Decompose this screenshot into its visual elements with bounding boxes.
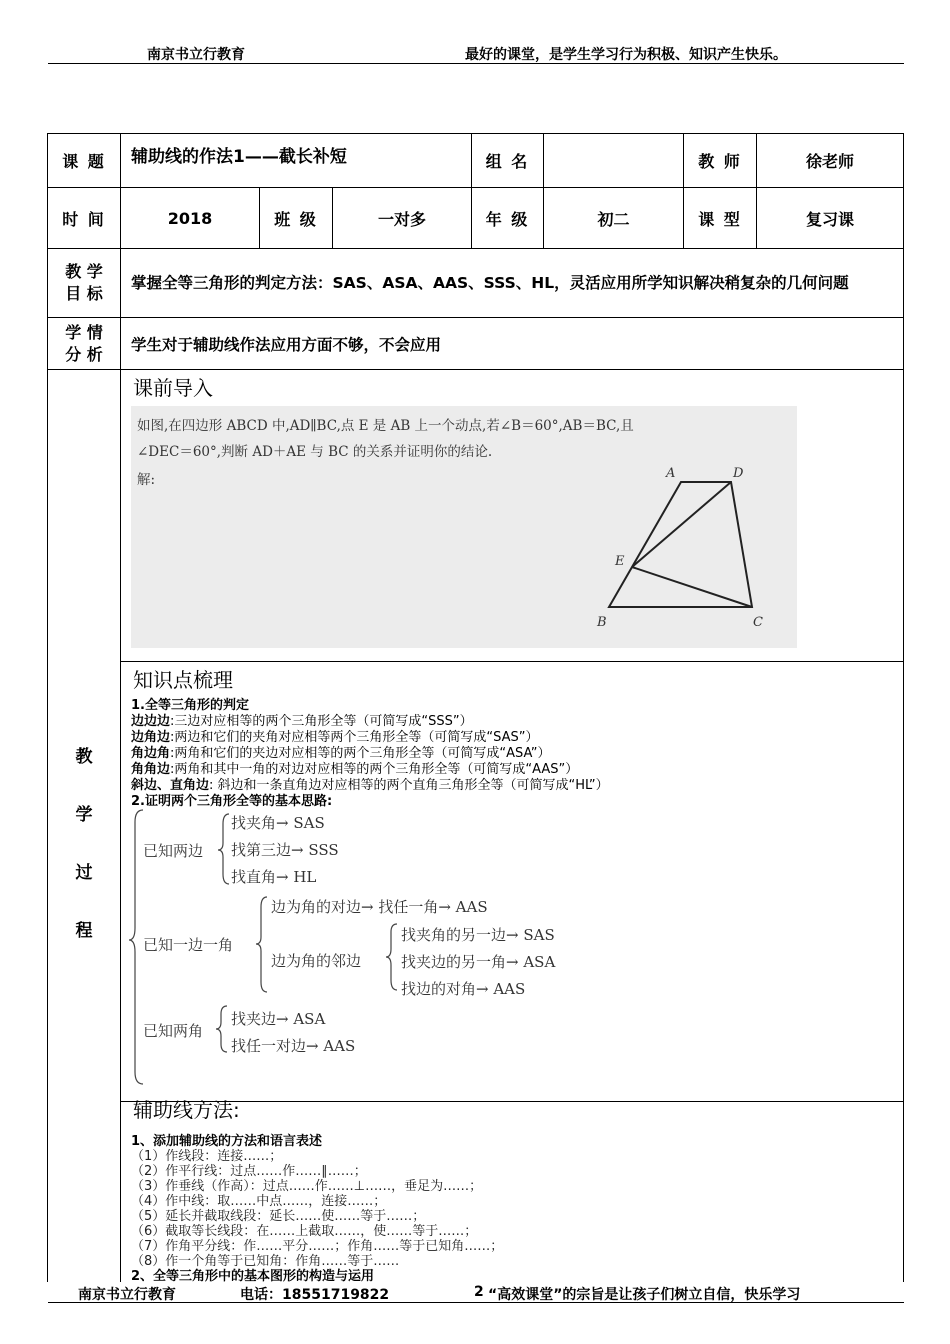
analysis-label <box>48 318 121 370</box>
process-char-3: 过 <box>75 863 93 883</box>
tree-two-sides-hl: 找直角→ HL <box>231 868 317 886</box>
class-value: 一对多 <box>333 188 472 249</box>
goal-label-line2: 目 标 <box>65 284 103 303</box>
rule-sas-desc: :两边和它们的夹角对应相等两个三角形全等（可简写成“SAS”） <box>170 730 539 745</box>
tree-adjacent-asa: 找夹边的另一角→ ASA <box>401 953 556 971</box>
knowledge-title: 知识点梳理 <box>133 668 233 692</box>
rule-hl-desc: : 斜边和一条直角边对应相等的两个直角三角形全等（可简写成“HL”） <box>209 778 609 793</box>
rule-asa-desc: :两角和它们的夹边对应相等的两个三角形全等（可简写成“ASA”） <box>170 746 551 761</box>
knowledge-heading2: 2.证明两个三角形全等的基本思路: <box>131 794 333 809</box>
footer-divider <box>48 1302 904 1303</box>
row-analysis <box>48 318 904 370</box>
brace-adjacent <box>386 924 397 990</box>
aux-item-3: （3）作垂线（作高）：过点……作……⊥……，垂足为……； <box>131 1179 483 1194</box>
outer-brace <box>129 810 143 1084</box>
group-label: 组 名 <box>472 134 544 188</box>
header-brand: 南京书立行教育 <box>147 47 245 63</box>
analysis-text: 学生对于辅助线作法应用方面不够，不会应用 <box>121 318 904 370</box>
aux-item-5: （5）延长并截取线段：延长……使……等于……； <box>131 1209 426 1224</box>
topic-label: 课 题 <box>48 134 121 188</box>
aux-item-2: （2）作平行线：过点……作……∥……； <box>131 1164 367 1179</box>
tree-two-sides-sas: 找夹角→ SAS <box>231 814 325 832</box>
brace-two-sides <box>218 814 229 884</box>
teacher-value: 徐老师 <box>757 134 904 188</box>
figure-label-a: A <box>666 466 676 481</box>
intro-problem-image <box>131 406 797 648</box>
aux-item-8: （8）作一个角等于已知角：作角……等于…… <box>131 1254 400 1269</box>
analysis-label-line1: 学 情 <box>65 322 103 342</box>
tree-opposite-side: 边为角的对边→ 找任一角→ AAS <box>271 898 488 916</box>
footer-slogan: “高效课堂”的宗旨是让孩子们树立自信，快乐学习 <box>488 1287 801 1303</box>
goal-label <box>48 249 121 318</box>
knowledge-cell <box>121 662 904 1122</box>
intro-title: 课前导入 <box>133 376 213 400</box>
tree-adjacent-sas: 找夹角的另一边→ SAS <box>401 926 555 944</box>
process-char-2: 学 <box>75 805 93 825</box>
tree-adjacent-side: 边为角的邻边 <box>271 952 362 970</box>
figure-label-d: D <box>733 466 744 481</box>
tree-side-angle: 已知一边一角 <box>143 936 234 954</box>
aux-item-4: （4）作中线：取……中点……，连接……； <box>131 1194 387 1209</box>
tree-two-sides: 已知两边 <box>143 842 204 860</box>
quadrilateral-figure <box>591 460 791 636</box>
figure-label-c: C <box>753 615 763 630</box>
rule-sss-desc: :三边对应相等的两个三角形全等（可简写成“SSS”） <box>170 714 473 729</box>
figure-line-ec <box>632 567 752 607</box>
tree-two-angles-aas: 找任一对边→ AAS <box>231 1037 356 1055</box>
rule-aas-term: 角角边 <box>131 762 171 777</box>
figure-label-b: B <box>597 615 607 630</box>
aux-title: 辅助线方法: <box>133 1098 240 1122</box>
tree-two-sides-sss: 找第三边→ SSS <box>231 841 339 859</box>
tree-adjacent-aas: 找边的对角→ AAS <box>401 980 526 998</box>
brace-side-angle <box>256 897 267 992</box>
goal-text: 掌握全等三角形的判定方法：SAS、ASA、AAS、SSS、HL，灵活应用所学知识解决稍复杂的几何问题 <box>121 249 904 318</box>
rule-sas-term: 边角边 <box>131 730 171 745</box>
figure-line-ed <box>632 482 731 567</box>
problem-line1: 如图,在四边形 ABCD 中,AD∥BC,点 E 是 AB 上一个动点,若∠B＝60°,AB＝BC,且 <box>137 418 634 434</box>
process-char-1: 教 <box>75 747 93 767</box>
rule-aas-desc: :两角和其中一角的对边对应相等的两个三角形全等（可简写成“AAS”） <box>170 762 579 777</box>
row-knowledge <box>48 662 904 1102</box>
aux-item-6: （6）截取等长线段：在……上截取……，使……等于……； <box>131 1224 478 1239</box>
rule-sss-term: 边边边 <box>131 714 171 729</box>
problem-line2: ∠DEC＝60°,判断 AD＋AE 与 BC 的关系并证明你的结论. <box>137 444 493 460</box>
lesson-plan-table <box>47 133 904 1282</box>
rule-hl-term: 斜边、直角边 <box>131 778 210 793</box>
process-char-4: 程 <box>75 921 93 941</box>
header-slogan: 最好的课堂，是学生学习行为积极、知识产生快乐。 <box>465 47 787 63</box>
topic-value: 辅助线的作法1——截长补短 <box>121 134 472 188</box>
aux-cell <box>121 1102 904 1282</box>
aux-heading2: 2、全等三角形中的基本图形的构造与运用 <box>131 1269 375 1284</box>
type-value: 复习课 <box>757 188 904 249</box>
type-label: 课 型 <box>684 188 757 249</box>
figure-quadrilateral-abcd <box>609 482 752 607</box>
aux-item-1: （1）作线段：连接……； <box>131 1149 283 1164</box>
analysis-label-line2: 分 析 <box>65 344 103 364</box>
grade-value: 初二 <box>544 188 684 249</box>
footer-page-number: 2 <box>474 1284 484 1300</box>
teacher-label: 教 师 <box>684 134 757 188</box>
row-intro <box>48 370 904 662</box>
time-label: 时 间 <box>48 188 121 249</box>
tree-two-angles-asa: 找夹边→ ASA <box>231 1010 326 1028</box>
row-time <box>48 188 904 249</box>
class-label: 班 级 <box>260 188 333 249</box>
intro-cell <box>121 370 904 662</box>
process-label-cell <box>48 370 121 1282</box>
time-value: 2018 <box>121 188 260 249</box>
knowledge-heading1: 1.全等三角形的判定 <box>131 698 249 713</box>
header-divider <box>48 63 904 64</box>
solution-label: 解: <box>137 472 156 488</box>
brace-two-angles <box>216 1006 227 1052</box>
rule-asa-term: 角边角 <box>131 746 171 761</box>
row-aux <box>48 1102 904 1282</box>
tree-two-angles: 已知两角 <box>143 1022 204 1040</box>
footer-brand: 南京书立行教育 <box>78 1287 176 1303</box>
aux-heading: 1、添加辅助线的方法和语言表述 <box>131 1134 323 1149</box>
row-topic <box>48 134 904 188</box>
aux-item-7: （7）作角平分线：作……平分……；作角……等于已知角……； <box>131 1239 504 1254</box>
footer-phone: 电话：18551719822 <box>240 1287 390 1303</box>
group-value <box>544 134 684 188</box>
row-goal <box>48 249 904 318</box>
grade-label: 年 级 <box>472 188 544 249</box>
figure-label-e: E <box>615 554 625 569</box>
goal-label-line1: 教 学 <box>65 262 103 281</box>
